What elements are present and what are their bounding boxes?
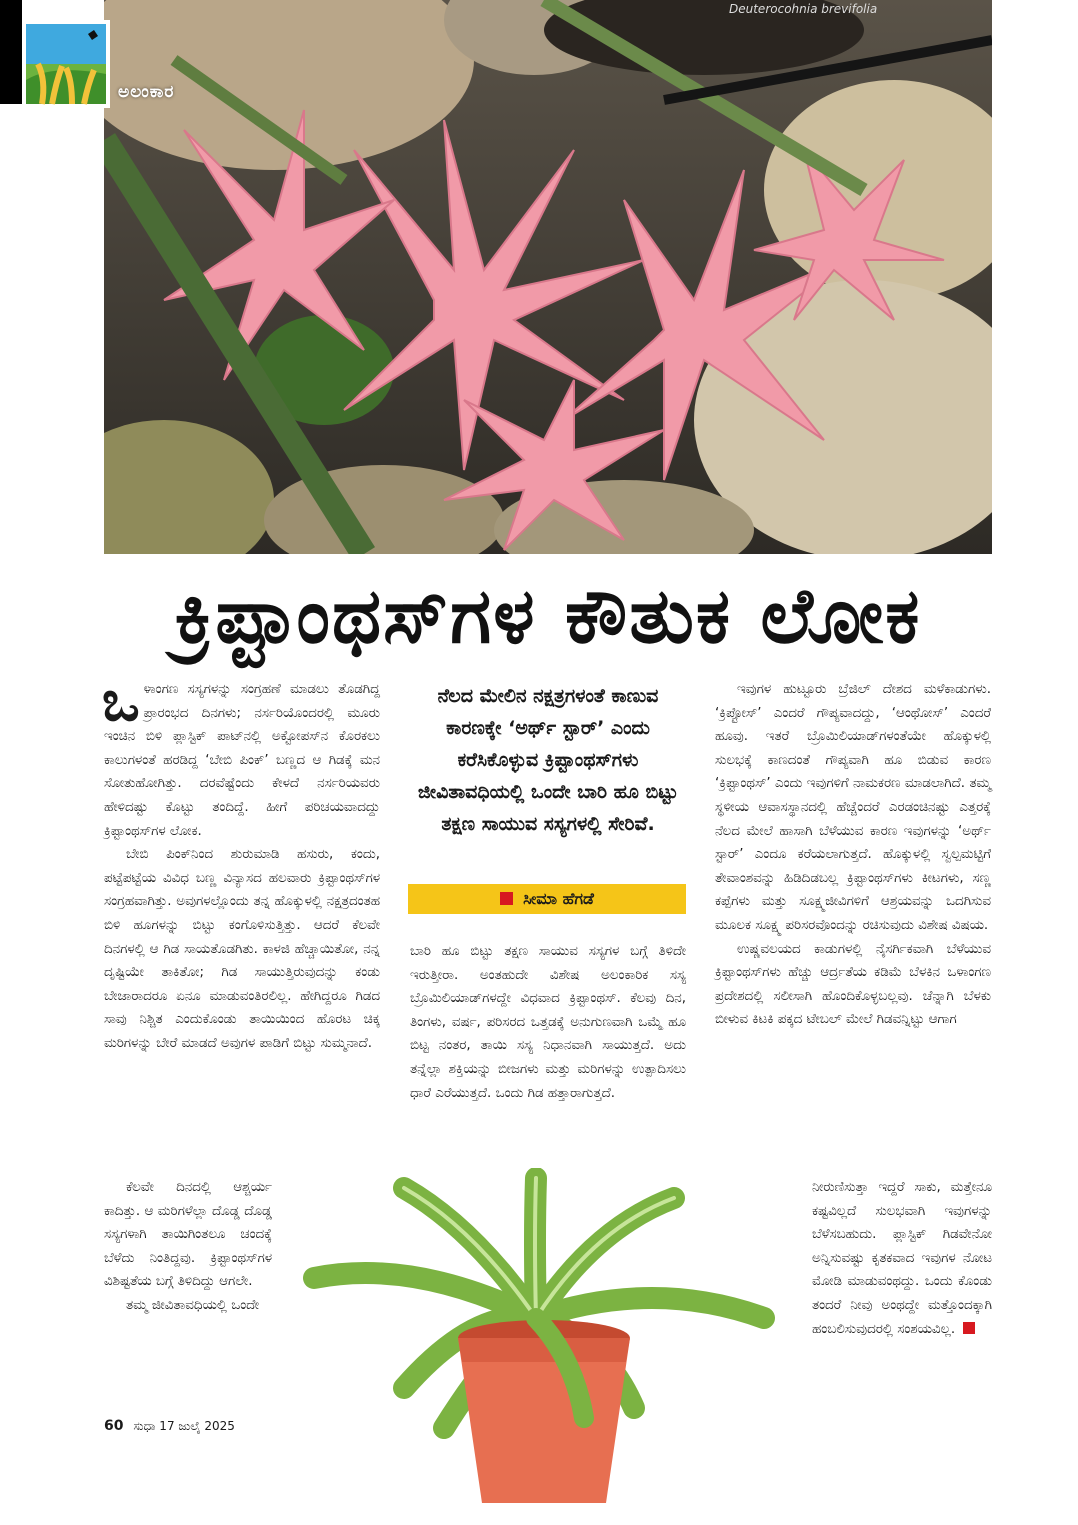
article-column-2 xyxy=(410,940,686,1105)
paragraph-text: ಳಾಂಗಣ ಸಸ್ಯಗಳನ್ನು ಸಂಗ್ರಹಣೆ ಮಾಡಲು ತೊಡಗಿದ್ದ ಪ್ರಾರಂಭದ ದಿನಗಳು; ನರ್ಸರಿಯೊಂದರಲ್ಲಿ ಮೂರು ಇಂಚಿನ ಬಿಳಿ ಪ್ಲಾಸ್ಟಿಕ್ ಪಾಟ್‌ನಲ್ಲಿ ಅಕ್ಟೋಪಸ್‌ನ ಕೊರಕಲು ಕಾಲುಗಳಂತೆ ಹರಡಿದ್ದ ‘ಬೇಬಿ ಪಿಂಕ್’ ಬಣ್ಣದ ಆ ಗಿಡಕ್ಕೆ ಮನ ಸೋತುಹೋಗಿತ್ತು. ದರವೆಷ್ಟೆಂದು ಕೇಳದೆ ನರ್ಸರಿಯವರು ಹೇಳಿದಷ್ಟು ಕೊಟ್ಟು ತಂದಿದ್ದೆ. ಹೀಗೆ ಪರಿಚಯವಾದದ್ದು ಕ್ರಿಪ್ಟಾಂಥಸ್‌ಗಳ ಲೋಕ. xyxy=(104,682,380,839)
section-tab xyxy=(0,0,22,104)
potted-plant-photo xyxy=(274,1168,814,1508)
plaque-text: Deuterocohnia brevifolia xyxy=(729,2,878,16)
page-footer xyxy=(104,1418,235,1434)
publication-info: ಸುಧಾ 17 ಜುಲೈ 2025 xyxy=(133,1419,235,1433)
paragraph: ಕೆಲವೇ ದಿನದಲ್ಲಿ ಆಶ್ಚರ್ಯ ಕಾದಿತ್ತು. ಆ ಮರಿಗಳೆಲ್ಲಾ ದೊಡ್ಡ ದೊಡ್ಡ ಸಸ್ಯಗಳಾಗಿ ತಾಯಿಗಿಂತಲೂ ಚಂದಕ್ಕೆ ಬೆಳೆದು ನಿಂತಿದ್ದವು. ಕ್ರಿಪ್ಟಾಂಥಸ್‌ಗಳ ವಿಶಿಷ್ಟತೆಯ ಬಗ್ಗೆ ತಿಳಿದಿದ್ದು ಆಗಲೇ. xyxy=(104,1180,272,1290)
page-title: ಕ್ರಿಪ್ಟಾಂಥಸ್‌ಗಳ ಕೌತುಕ ಲೋಕ xyxy=(174,571,922,660)
page-number: 60 xyxy=(104,1418,124,1434)
paragraph-text: ನೀರುಣಿಸುತ್ತಾ ಇದ್ದರೆ ಸಾಕು, ಮತ್ತೇನೂ ಕಷ್ಟವಿಲ್ಲದೆ ಸುಲಭವಾಗಿ ಇವುಗಳನ್ನು ಬೆಳೆಸಬಹುದು. ಪ್ಲಾಸ್ಟಿಕ್ ಗಿಡವೇನೋ ಅನ್ನಿಸುವಷ್ಟು ಕೃತಕವಾದ ಇವುಗಳ ನೋಟ ಮೋಡಿ ಮಾಡುವಂಥದ್ದು. ಒಂದು ಕೊಂಡು ತಂದರೆ ನೀವು ಅಂಥದ್ದೇ ಮತ್ತೊಂದಕ್ಕಾಗಿ ಹಂಬಲಿಸುವುದರಲ್ಲಿ ಸಂಶಯವಿಲ್ಲ. xyxy=(812,1180,992,1337)
paragraph: ಬೇಬಿ ಪಿಂಕ್‌ನಿಂದ ಶುರುಮಾಡಿ ಹಸುರು, ಕಂದು, ಪಟ್ಟೆಪಟ್ಟೆಯ ವಿವಿಧ ಬಣ್ಣ ವಿನ್ಯಾಸದ ಹಲವಾರು ಕ್ರಿಪ್ಟಾಂಥಸ್‌ಗಳ ಸಂಗ್ರಹವಾಗಿತ್ತು. ಅವುಗಳಲ್ಲೊಂದು ತನ್ನ ಹೊಕ್ಕುಳಲ್ಲಿ ನಕ್ಷತ್ರದಂತಹ ಬಿಳಿ ಹೂಗಳನ್ನು ಬಿಟ್ಟು ಕಂಗೊಳಿಸುತ್ತಿತ್ತು. ಆದರೆ ಕೆಲವೇ ದಿನಗಳಲ್ಲಿ ಆ ಗಿಡ ಸಾಯತೊಡಗಿತು. ಕಾಳಜಿ ಹೆಚ್ಚಾಯಿತೋ, ನನ್ನ ದೃಷ್ಟಿಯೇ ತಾಕಿತೋ; ಗಿಡ ಸಾಯುತ್ತಿರುವುದನ್ನು ಕಂಡು ಬೇಜಾರಾದರೂ ಏನೂ ಮಾಡುವಂತಿರಲಿಲ್ಲ. ಹೇಗಿದ್ದರೂ ಗಿಡದ ಸಾವು ನಿಶ್ಚಿತ ಎಂದುಕೊಂಡು ತಾಯಿಯಿಂದ ಹೊರಟ ಚಿಕ್ಕ ಮರಿಗಳನ್ನು ಬೇರೆ ಮಾಡದೆ ಅವುಗಳ ಪಾಡಿಗೆ ಬಿಟ್ಟು ಸುಮ್ಮನಾದೆ. xyxy=(104,847,380,1051)
landscape-plant-icon xyxy=(22,20,110,108)
end-mark-icon xyxy=(963,1322,975,1334)
pink-plants-photo xyxy=(104,0,992,554)
paragraph: ತಮ್ಮ ಜೀವಿತಾವಧಿಯಲ್ಲಿ ಒಂದೇ xyxy=(126,1297,260,1313)
dropcap: ಒ xyxy=(102,669,140,734)
paragraph: ಉಷ್ಣವಲಯದ ಕಾಡುಗಳಲ್ಲಿ ನೈಸರ್ಗಿಕವಾಗಿ ಬೆಳೆಯುವ ಕ್ರಿಪ್ಟಾಂಥಸ್‌ಗಳು ಹೆಚ್ಚು ಆರ್ದ್ರತೆಯ ಕಡಿಮೆ ಬೆಳಕಿನ ಒಳಾಂಗಣ ಪ್ರದೇಶದಲ್ಲಿ ಸಲೀಸಾಗಿ ಹೊಂದಿಕೊಳ್ಳಬಲ್ಲವು. ಚೆನ್ನಾಗಿ ಬೆಳಕು ಬೀಳುವ ಕಿಟಕಿ ಪಕ್ಕದ ಟೇಬಲ್ ಮೇಲೆ ಗಿಡವನ್ನಿಟ್ಟು ಆಗಾಗ xyxy=(715,941,991,1028)
red-square-icon xyxy=(500,892,513,905)
author-name: ಸೀಮಾ ಹೆಗಡೆ xyxy=(523,889,594,908)
paragraph xyxy=(812,1176,992,1341)
pull-quote: ನೆಲದ ಮೇಲಿನ ನಕ್ಷತ್ರಗಳಂತೆ ಕಾಣುವ ಕಾರಣಕ್ಕೇ ‘ಅರ್ಥ್ ಸ್ಟಾರ್’ ಎಂದು ಕರೆಸಿಕೊಳ್ಳುವ ಕ್ರಿಪ್ಟಾಂಥಸ್‌ಗಳು ಜೀವಿತಾವಧಿಯಲ್ಲಿ ಒಂದೇ ಬಾರಿ ಹೂ ಬಿಟ್ಟು ತಕ್ಷಣ ಸಾಯುವ ಸಸ್ಯಗಳಲ್ಲಿ ಸೇರಿವೆ. xyxy=(417,685,679,835)
paragraph: ಇವುಗಳ ಹುಟ್ಟೂರು ಬ್ರೆಜಿಲ್ ದೇಶದ ಮಳೆಕಾಡುಗಳು. ‘ಕ್ರಿಪ್ಟೋಸ್’ ಎಂದರೆ ಗೌಪ್ಯವಾದದ್ದು, ‘ಆಂಥೋಸ್’ ಎಂದರೆ ಹೂವು. ಇತರೆ ಬ್ರೊಮಿಲಿಯಾಡ್‌ಗಳಂತೆಯೇ ಹೊಕ್ಕುಳಲ್ಲಿ ಸುಲಭಕ್ಕೆ ಕಾಣದಂತೆ ಗೌಪ್ಯವಾಗಿ ಹೂ ಬಿಡುವ ಕಾರಣ ‘ಕ್ರಿಪ್ಟಾಂಥಸ್’ ಎಂದು ಇವುಗಳಿಗೆ ನಾಮಕರಣ ಮಾಡಲಾಗಿದೆ. ತಮ್ಮ ಸ್ಥಳೀಯ ಆವಾಸಸ್ಥಾನದಲ್ಲಿ ಹೆಚ್ಚೆಂದರೆ ಎರಡಂಚಿನಷ್ಟು ಎತ್ತರಕ್ಕೆ ನೆಲದ ಮೇಲೆ ಹಾಸಾಗಿ ಬೆಳೆಯುವ ಕಾರಣ ಇವುಗಳನ್ನು ‘ಅರ್ಥ್ ಸ್ಟಾರ್’ ಎಂದೂ ಕರೆಯಲಾಗುತ್ತದೆ. ಹೊಕ್ಕುಳಲ್ಲಿ ಸ್ವಲ್ಪಮಟ್ಟಿಗೆ ತೇವಾಂಶವನ್ನು ಹಿಡಿದಿಡಬಲ್ಲ ಕ್ರಿಪ್ಟಾಂಥಸ್‌ಗಳು ಕೀಟಗಳು, ಸಣ್ಣ ಕಪ್ಪೆಗಳು ಮತ್ತು ಸೂಕ್ಷ್ಮಜೀವಿಗಳಿಗೆ ಆಶ್ರಯವನ್ನು ಒದಗಿಸುವ ಮೂಲಕ ಸೂಕ್ಷ್ಮ ಪರಿಸರವೊಂದನ್ನು ರಚಿಸುವುದು ವಿಶೇಷ ವಿಷಯ. xyxy=(715,682,991,933)
article-column-1-continued xyxy=(104,1176,272,1318)
section-label: ಅಲಂಕಾರ xyxy=(118,82,175,102)
article-column-3 xyxy=(715,678,991,1032)
paragraph xyxy=(102,669,380,843)
article-column-3-continued xyxy=(812,1176,992,1341)
byline xyxy=(408,884,686,914)
paragraph: ಬಾರಿ ಹೂ ಬಿಟ್ಟು ತಕ್ಷಣ ಸಾಯುವ ಸಸ್ಯಗಳ ಬಗ್ಗೆ ತಿಳಿದೇ ಇರುತ್ತೀರಾ. ಅಂತಹುದೇ ವಿಶೇಷ ಅಲಂಕಾರಿಕ ಸಸ್ಯ ಬ್ರೊಮಿಲಿಯಾಡ್‌ಗಳದ್ದೇ ವಿಧವಾದ ಕ್ರಿಪ್ಟಾಂಥಸ್. ಕೆಲವು ದಿನ, ತಿಂಗಳು, ವರ್ಷ, ಪರಿಸರದ ಒತ್ತಡಕ್ಕೆ ಅನುಗುಣವಾಗಿ ಒಮ್ಮೆ ಹೂ ಬಿಟ್ಟ ನಂತರ, ತಾಯಿ ಸಸ್ಯ ನಿಧಾನವಾಗಿ ಸಾಯುತ್ತದೆ. ಅದು ತನ್ನೆಲ್ಲಾ ಶಕ್ತಿಯನ್ನು ಬೀಜಗಳು ಮತ್ತು ಮರಿಗಳನ್ನು ಉತ್ಪಾದಿಸಲು ಧಾರೆ ಎರೆಯುತ್ತದೆ. ಒಂದು ಗಿಡ ಹತ್ತಾರಾಗುತ್ತದೆ. xyxy=(410,944,686,1101)
hero-photo xyxy=(104,0,992,554)
article-column-1 xyxy=(102,669,380,1056)
